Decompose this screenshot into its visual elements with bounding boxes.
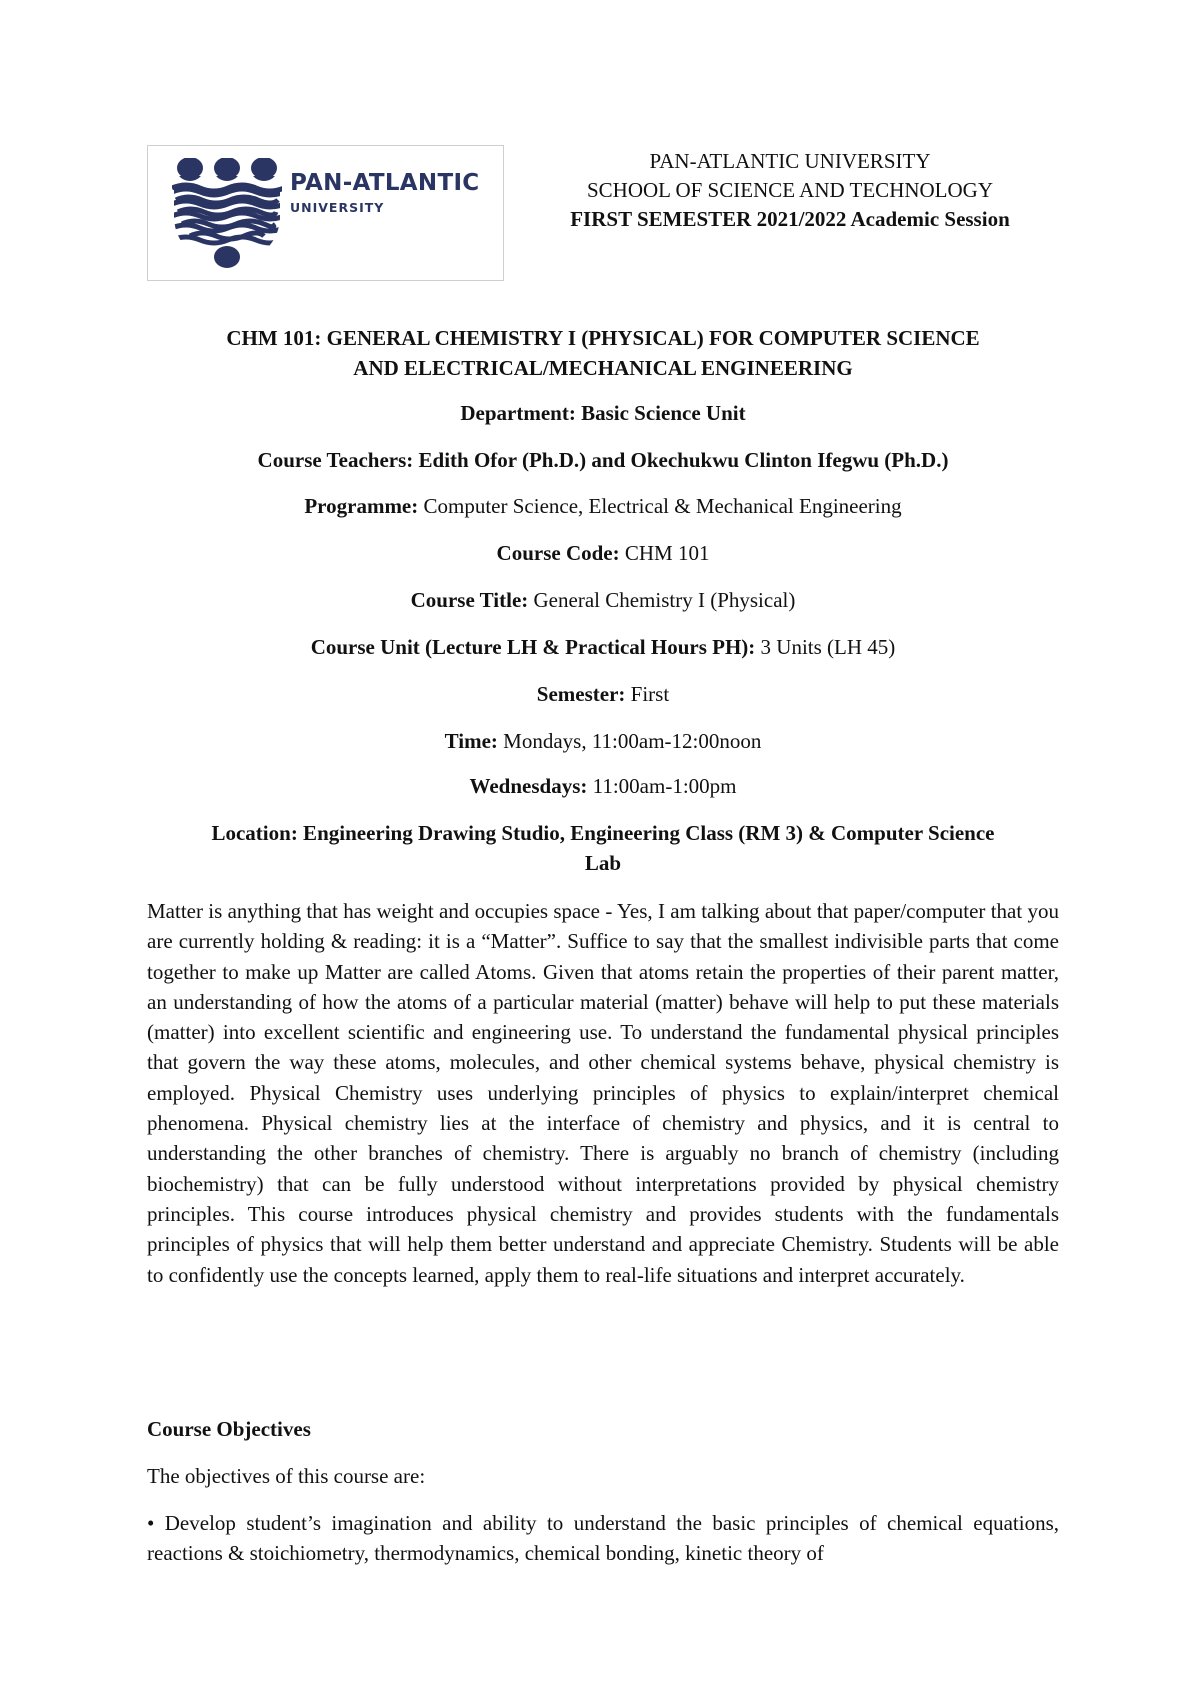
course-code-line (147, 539, 1059, 568)
location-block (147, 818, 1059, 878)
time-line (147, 727, 1059, 756)
objectives-heading: Course Objectives (147, 1417, 311, 1441)
programme-label: Programme: (304, 494, 419, 518)
course-unit-label: Course Unit (Lecture LH & Practical Hours PH): (310, 635, 756, 659)
semester-label: Semester: (536, 682, 626, 706)
course-code-label: Course Code: (496, 541, 620, 565)
course-title-line (147, 586, 1059, 615)
course-title-heading (147, 323, 1059, 383)
school-name: SCHOOL OF SCIENCE AND TECHNOLOGY (586, 178, 994, 202)
crest-icon (172, 158, 282, 270)
department-line: Department: Basic Science Unit (460, 401, 746, 425)
programme-line (147, 492, 1059, 521)
semester-value: First (630, 682, 670, 706)
objectives-intro: The objectives of this course are: (147, 1464, 426, 1488)
course-title-line-1: CHM 101: GENERAL CHEMISTRY I (PHYSICAL) FOR COMPUTER SCIENCE (226, 326, 980, 350)
university-logo (147, 145, 504, 281)
time-value: Mondays, 11:00am-12:00noon (503, 729, 762, 753)
objective-bullet-1: • Develop student’s imagination and ability to understand the basic principles of chemical equations, reactions & stoichiometry, thermodynamics, chemical bonding, kinetic theory of (147, 1511, 1059, 1565)
wednesday-value: 11:00am-1:00pm (592, 774, 737, 798)
wednesday-label: Wednesdays: (469, 774, 588, 798)
logo-subtitle: UNIVERSITY (290, 200, 385, 215)
location-line-1: Location: Engineering Drawing Studio, Engineering Class (RM 3) & Computer Science (211, 821, 995, 845)
logo-wordmark: PAN-ATLANTIC (290, 170, 480, 196)
wednesday-line (147, 772, 1059, 801)
course-unit-line (147, 633, 1059, 662)
teachers-line: Course Teachers: Edith Ofor (Ph.D.) and Okechukwu Clinton Ifegwu (Ph.D.) (257, 448, 949, 472)
location-line-2: Lab (584, 851, 622, 875)
course-description: Matter is anything that has weight and occupies space - Yes, I am talking about that paper/computer that you are currently holding & reading: it is a “Matter”. Suffice to say that the smallest indivisible parts that come together to make up Matter are called Atoms. Given that atoms retain the properties of their parent matter, an understanding of how the atoms of a particular material (matter) behave will help to put these materials (matter) into excellent scientific and engineering use. To understand the fundamental physical principles that govern the way these atoms, molecules, and other chemical systems behave, physical chemistry is employed. Physical Chemistry uses underlying principles of physics to explain/interpret chemical phenomena. Physical chemistry lies at the interface of chemistry and physics, and it is central to understanding the other branches of chemistry. There is arguably no branch of chemistry (including biochemistry) that can be fully understood without interpretations provided by physical chemistry principles. This course introduces physical chemistry and provides students with the fundamentals principles of physics that will help them better understand and appreciate Chemistry. Students will be able to confidently use the concepts learned, apply them to real-life situations and interpret accurately. (147, 899, 1059, 1287)
semester-line (147, 680, 1059, 709)
course-unit-value: 3 Units (LH 45) (760, 635, 896, 659)
programme-value: Computer Science, Electrical & Mechanical Engineering (423, 494, 902, 518)
course-title-label: Course Title: (410, 588, 529, 612)
university-name: PAN-ATLANTIC UNIVERSITY (649, 149, 931, 173)
course-title-line-2: AND ELECTRICAL/MECHANICAL ENGINEERING (353, 356, 853, 380)
course-code-value: CHM 101 (624, 541, 710, 565)
session-line: FIRST SEMESTER 2021/2022 Academic Session (570, 207, 1010, 231)
time-label: Time: (444, 729, 498, 753)
document-header (520, 147, 1060, 234)
course-title-value: General Chemistry I (Physical) (533, 588, 796, 612)
